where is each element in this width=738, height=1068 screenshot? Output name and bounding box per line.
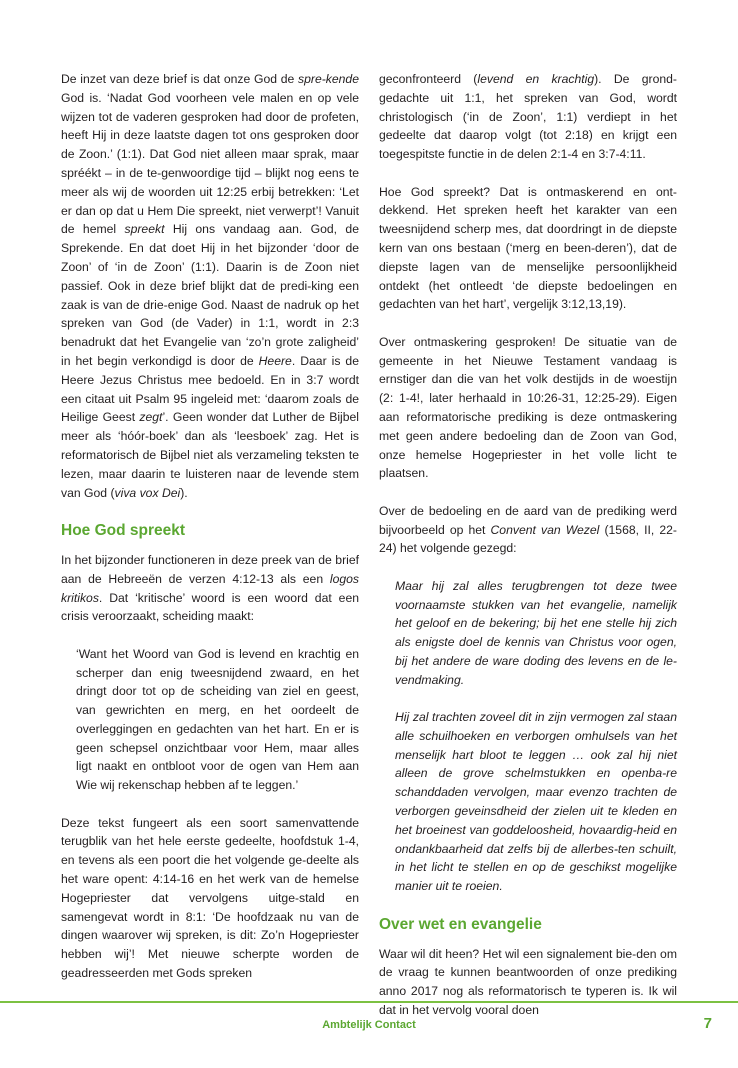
paragraph: Deze tekst fungeert als een soort samenvattende terugblik van het hele eerste gedeelte, hoofdstuk 1-4, en tevens als een poort die het volgende ge-deelte als het ware opent: 4:14-16 en het werk van de hemelse Hogepriester dat vervolgens uitge-stald en samengevat wordt in 8:1: ‘De hoofdzaak nu van de dingen waarover wij spreken, is dit: Zo’n Hogepriester hebben wij’! Met nieuwe scherpte worden de geadresseerden met Gods spreken (61, 815, 359, 981)
italic-text: levend en krachtig (477, 72, 595, 86)
right-column (379, 70, 677, 1020)
footer-rule (0, 1001, 738, 1003)
paragraph: Waar wil dit heen? Het wil een signalement bie-den om de vraag te kunnen beantwoorden of onze prediking anno 2017 nog als reformatorisch te typeren is. Ik wil dat in het vervolg vooral doen (379, 946, 677, 1018)
italic-text: zegt (139, 410, 163, 425)
italic-text: Convent van Wezel (490, 522, 600, 537)
paragraph: Over de bedoeling en de aard van de prediking werd bijvoorbeeld op het Convent van Wezel (1568, II, 22-24) het volgende gezegd: (379, 503, 677, 556)
italic-text: spre-kende (298, 72, 359, 86)
page-number: 7 (703, 1015, 712, 1032)
italic-text: viva vox Dei (114, 485, 181, 500)
italic-text: logos kritikos (61, 571, 359, 605)
italic-text: spreekt (124, 222, 165, 237)
section-heading-hoe-god-spreekt: Hoe God spreekt (61, 521, 186, 539)
italic-text: Heere (258, 353, 292, 368)
paragraph: geconfronteerd (levend en krachtig). De grond-gedachte uit 1:1, het spreken van God, wordt christologisch (‘in de Zoon’, 1:1) verdiept in het gedeelte dat daarop volgt (tot 2:18) en krijgt een toegespitste functie in de delen 2:1-4 en 3:7-4:11. (379, 72, 677, 162)
convent-quote: Maar hij zal alles terugbrengen tot deze twee voornaamste stukken van het evangelie, namelijk het geloof en de bekering; bij het ene stelle hij zich als enigste doel de kennis van Christus voor ogen, bij het andere de ware doding des levens en de le-vendmaking. (395, 578, 677, 687)
scripture-quote: ‘Want het Woord van God is levend en krachtig en scherper dan enig tweesnijdend zwaard, en het dringt door tot op de scheiding van ziel en geest, van gewrichten en merg, en het oordeelt de overleggingen en gedachten van het hart. En er is geen schepsel onzichtbaar voor Hem, maar alles ligt naakt en ontbloot voor de ogen van Hem aan Wie wij rekenschap hebben af te leggen.’ (76, 646, 359, 793)
footer-publication-title: Ambtelijk Contact (322, 1019, 416, 1031)
paragraph: In het bijzonder functioneren in deze preek van de brief aan de Hebreeën de verzen 4:12-13 als een logos kritikos. Dat ‘kritische’ woord is een woord dat een crisis veroorzaakt, scheiding maakt: (61, 552, 359, 624)
paragraph: Over ontmaskering gesproken! De situatie van de gemeente in het Nieuwe Testament vandaag is ernstiger dan die van het volk destijds in de woestijn (2: 1-4!, later herhaald in 10:26-31, 12:25-29). Eigen aan reformatorische prediking is deze ontmaskering met geen andere bedoeling dan de Zoon van God, onze hemelse Hogepriester in het volle licht te plaatsen. (379, 334, 677, 481)
paragraph: Hoe God spreekt? Dat is ontmaskerend en ont-dekkend. Het spreken heeft het karakter van een tweesnijdend scherp mes, dat doordringt in de diepste kern van ons bestaan (‘merg en been-deren’), dat de diepste lagen van de menselijke persoonlijkheid ontdekt (het ontleedt ‘de diepste bedoelingen en gedachten van het hart’, vergelijk 3:12,13,19). (379, 184, 677, 312)
left-column (61, 70, 359, 983)
section-heading-over-wet-en-evangelie: Over wet en evangelie (379, 915, 542, 933)
paragraph: De inzet van deze brief is dat onze God de spre-kende God is. ‘Nadat God voorheen vele malen en op vele wijzen tot de vaderen gesproken had door de profeten, heeft Hij in deze laatste dagen tot ons gesproken door de Zoon.’ (1:1). Dat God niet alleen maar sprak, maar spréékt – in de te-genwoordige tijd – blijkt nog eens te meer als wij de woorden uit 12:25 erbij betrekken: ‘Let er dan op dat u Hem Die spreekt, niet verwerpt’! Vanuit de hemel spreekt Hij ons vandaag aan. God, de Sprekende. En dat doet Hij in het bijzonder ‘door de Zoon’ of ‘in de Zoon’ (1:1). Daarin is de Zoon niet passief. Ook in deze brief blijkt dat de predi-king een zaak is van de drie-enige God. Naast de nadruk op het spreken van God (de Vader) in 1:1, wordt in 2:3 benadrukt dat het Evangelie van ‘zo’n grote zaligheid’ in het begin verkondigd is door de Heere. Daar is de Heere Jezus Christus mee bedoeld. En in 3:7 wordt een citaat uit Psalm 95 ingeleid met: ‘daarom zoals de Heilige Geest zegt’. Geen wonder dat Luther de Bijbel meer als ‘hóór-boek’ dan als ‘leesboek’ zag. Het is reformatorisch de Bijbel niet als verzameling teksten te lezen, maar daarin te luisteren naar de levende stem van God (viva vox Dei). (61, 72, 360, 500)
convent-quote: Hij zal trachten zoveel dit in zijn vermogen zal staan alle schuilhoeken en verborgen omhulsels van het menselijk hart bloot te leggen … ook zal hij niet alleen de grove schelmstukken en openba-re schanddaden vervolgen, maar evenzo trachten de verborgen geveinsdheid der zielen uit te kleden en het broeinest van goddeloosheid, hovaardig-heid en ondankbaarheid dat zelfs bij de allerbes-ten schuilt, in het licht te stellen en op de geschikst mogelijke manier uit te roeien. (395, 710, 677, 894)
